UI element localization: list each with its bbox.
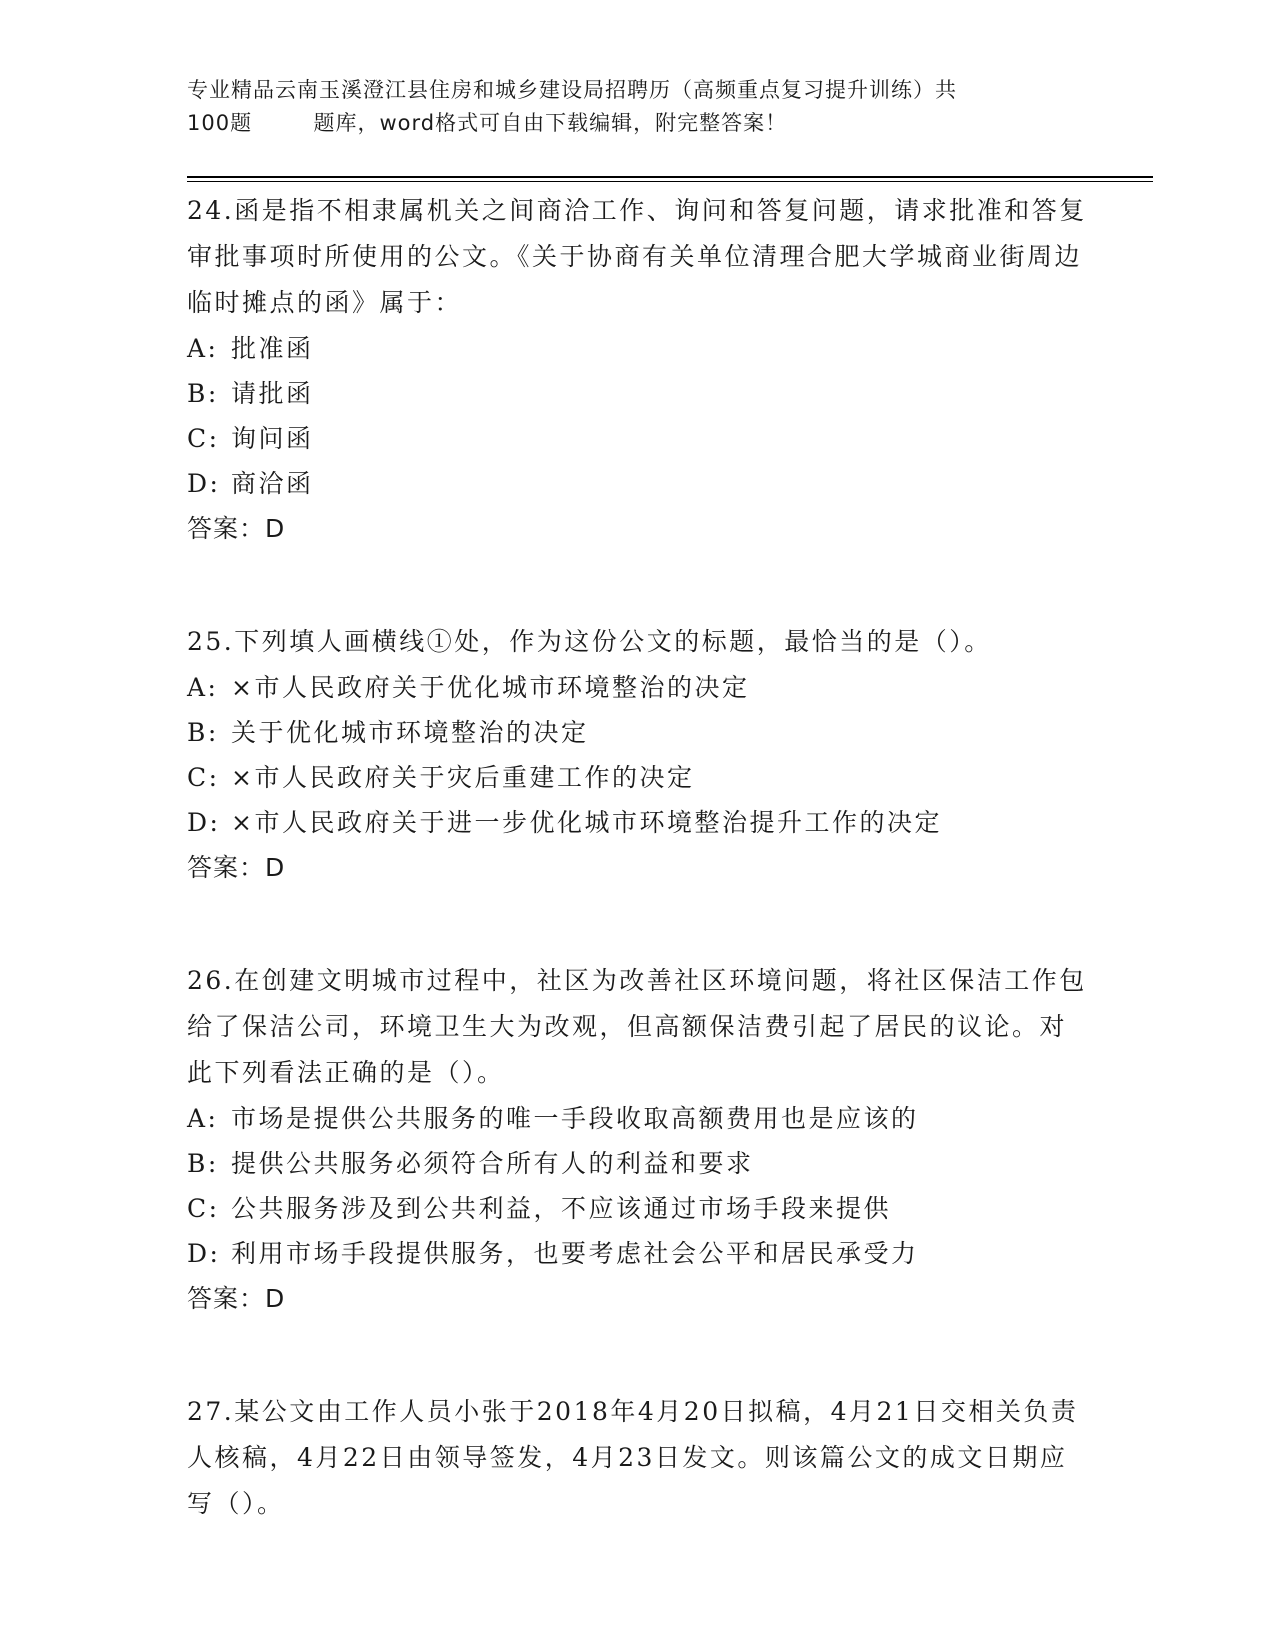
header-title-line1: 专业精品云南玉溪澄江县住房和城乡建设局招聘历（高频重点复习提升训练）共 — [187, 78, 957, 102]
question-27 — [187, 1389, 1087, 1527]
question-spacer — [187, 552, 1087, 619]
question-26 — [187, 958, 1087, 1322]
option-letter: B: — [187, 379, 219, 408]
option-letter: D: — [187, 1239, 221, 1268]
option-text: 商洽函 — [231, 469, 314, 498]
option-text: 询问函 — [231, 424, 314, 453]
header-divider-thick — [187, 176, 1153, 178]
option-b — [187, 371, 1087, 416]
option-d — [187, 1231, 1087, 1276]
option-d — [187, 461, 1087, 506]
option-b — [187, 710, 1087, 755]
option-c — [187, 416, 1087, 461]
answer-line: 答案：D — [187, 853, 286, 882]
question-spacer — [187, 891, 1087, 958]
option-letter: A: — [187, 673, 219, 702]
question-list — [187, 188, 1087, 1527]
option-text: 请批函 — [231, 379, 314, 408]
option-text: 市场是提供公共服务的唯一手段收取高额费用也是应该的 — [231, 1104, 919, 1133]
option-letter: C: — [187, 1194, 220, 1223]
option-text: ×市人民政府关于进一步优化城市环境整治提升工作的决定 — [231, 808, 942, 837]
option-a — [187, 326, 1087, 371]
option-letter: C: — [187, 424, 220, 453]
option-text: 提供公共服务必须符合所有人的利益和要求 — [231, 1149, 754, 1178]
option-text: 批准函 — [231, 334, 314, 363]
option-a — [187, 1096, 1087, 1141]
option-letter: D: — [187, 808, 221, 837]
option-letter: A: — [187, 1104, 219, 1133]
question-25 — [187, 619, 1087, 891]
question-text: 24.函是指不相隶属机关之间商洽工作、询问和答复问题，请求批准和答复审批事项时所使用的公文。《关于协商有关单位清理合肥大学城商业街周边临时摊点的函》属于： — [187, 196, 1087, 317]
option-a — [187, 665, 1087, 710]
option-text: ×市人民政府关于优化城市环境整治的决定 — [231, 673, 750, 702]
option-letter: C: — [187, 763, 220, 792]
option-letter: B: — [187, 1149, 219, 1178]
question-24 — [187, 188, 1087, 552]
document-header — [187, 74, 1067, 140]
header-divider-thin — [187, 181, 1153, 182]
option-c — [187, 1186, 1087, 1231]
option-text: 关于优化城市环境整治的决定 — [231, 718, 589, 747]
option-c — [187, 755, 1087, 800]
answer-line: 答案：D — [187, 1284, 286, 1313]
question-spacer — [187, 1322, 1087, 1389]
option-text: 利用市场手段提供服务，也要考虑社会公平和居民承受力 — [231, 1239, 919, 1268]
question-text: 27.某公文由工作人员小张于2018年4月20日拟稿，4月21日交相关负责人核稿，4月22日由领导签发，4月23日发文。则该篇公文的成文日期应写（）。 — [187, 1397, 1079, 1518]
question-text: 25.下列填人画横线①处，作为这份公文的标题，最恰当的是（）。 — [187, 627, 992, 656]
header-title-line2: 100题 题库，word格式可自由下载编辑，附完整答案！ — [187, 111, 788, 135]
option-letter: B: — [187, 718, 219, 747]
answer-line: 答案：D — [187, 514, 286, 543]
option-letter: D: — [187, 469, 221, 498]
option-d — [187, 800, 1087, 845]
option-letter: A: — [187, 334, 219, 363]
question-text: 26.在创建文明城市过程中，社区为改善社区环境问题，将社区保洁工作包给了保洁公司，环境卫生大为改观，但高额保洁费引起了居民的议论。对此下列看法正确的是（）。 — [187, 966, 1087, 1087]
option-b — [187, 1141, 1087, 1186]
option-text: ×市人民政府关于灾后重建工作的决定 — [231, 763, 695, 792]
option-text: 公共服务涉及到公共利益，不应该通过市场手段来提供 — [231, 1194, 892, 1223]
